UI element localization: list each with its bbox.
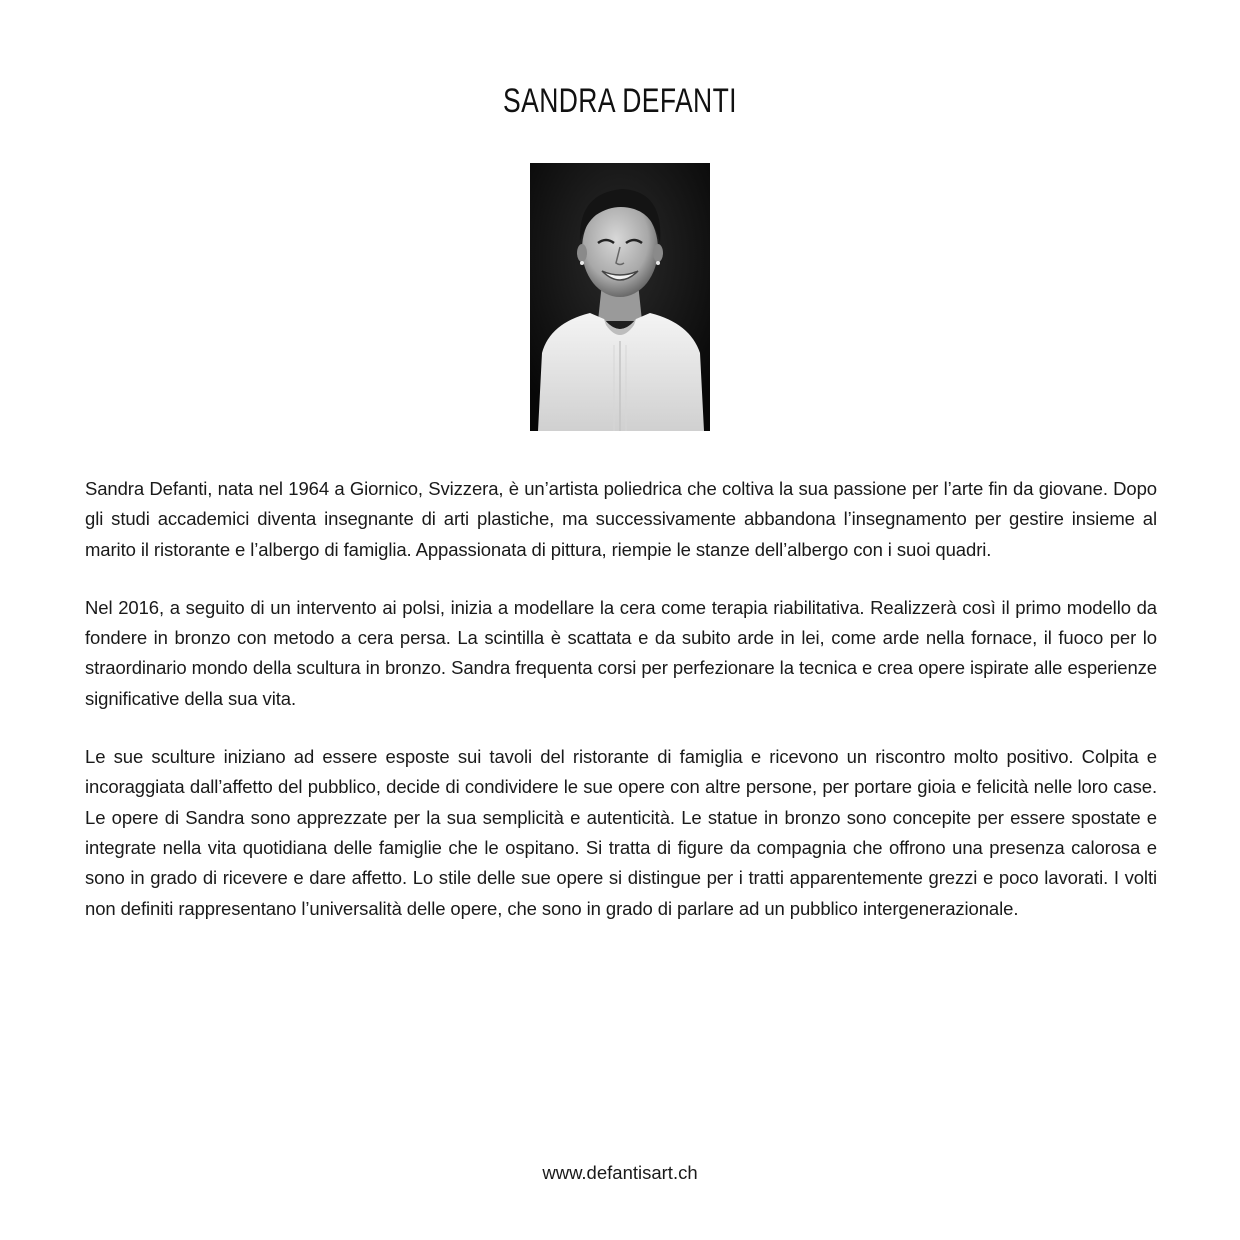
biography bbox=[85, 474, 1157, 952]
bio-paragraph-2: Nel 2016, a seguito di un intervento ai polsi, inizia a modellare la cera come terapia riabilitativa. Realizzerà così il primo modello da fondere in bronzo con metodo a cera persa. La scintilla è scattata e da subito arde in lei, come arde nella fornace, il fuoco per lo straordinario mondo della scultura in bronzo. Sandra frequenta corsi per perfezionare la tecnica e crea opere ispirate alle esperienze significative della sua vita. bbox=[85, 596, 1157, 709]
bio-paragraph-3: Le sue sculture iniziano ad essere esposte sui tavoli del ristorante di famiglia e ricevono un riscontro molto positivo. Colpita e incoraggiata dall’affetto del pubblico, decide di condividere le sue opere con altre persone, per portare gioia e felicità nelle loro case. Le opere di Sandra sono apprezzate per la sua semplicità e autenticità. Le statue in bronzo sono concepite per essere spostate e integrate nella vita quotidiana delle famiglie che le ospitano. Si tratta di figure da compagnia che offrono una presenza calorosa e sono in grado di ricevere e dare affetto. Lo stile delle sue opere si distingue per i tratti apparentemente grezzi e poco lavorati. I volti non definiti rappresentano l’universalità delle opere, che sono in grado di parlare ad un pubblico intergenerazionale. bbox=[85, 746, 1157, 919]
portrait-photo bbox=[530, 163, 710, 431]
page-title: SANDRA DEFANTI bbox=[503, 82, 737, 120]
bio-paragraph-1: Sandra Defanti, nata nel 1964 a Giornico, Svizzera, è un’artista poliedrica che coltiva la sua passione per l’arte fin da giovane. Dopo gli studi accademici diventa insegnante di arti plastiche, ma successivamente abbandona l’insegnamento per gestire insieme al marito il ristorante e l’albergo di famiglia. Appassionata di pittura, riempie le stanze dell’albergo con i suoi quadri. bbox=[85, 478, 1157, 560]
website-link[interactable]: www.defantisart.ch bbox=[542, 1162, 698, 1183]
